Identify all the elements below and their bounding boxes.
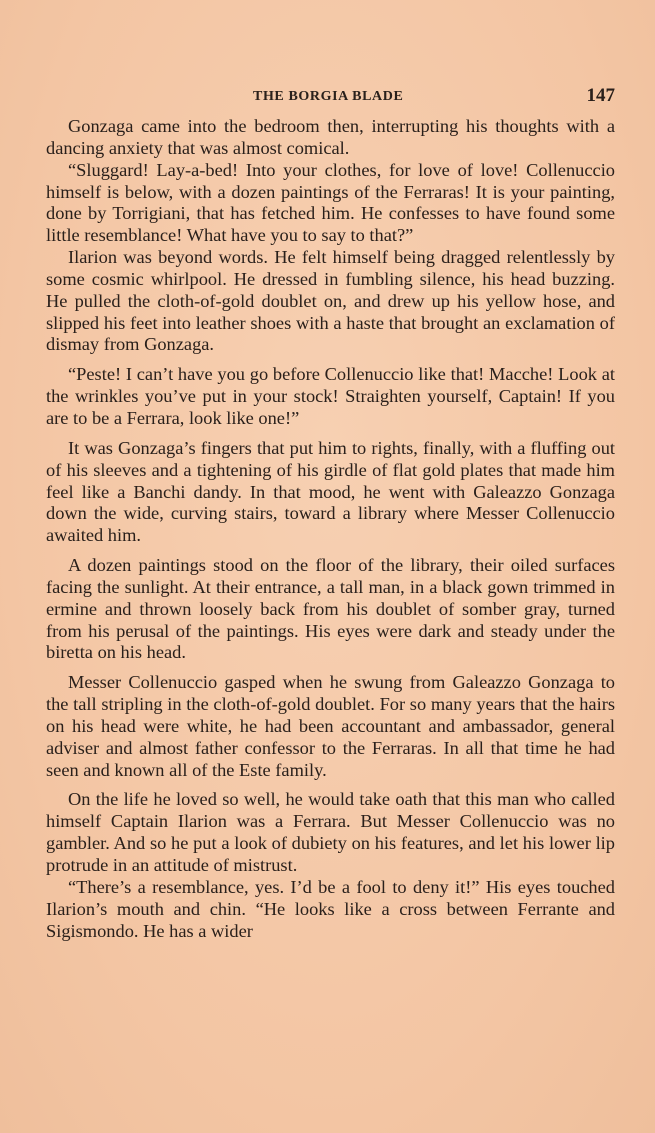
paragraph: Messer Collenuccio gasped when he swung from Galeazzo Gonzaga to the tall stripling in the cloth-of-gold doublet. For so many years that the hairs on his head were white, he had been accountant and ambassador, general adviser and almost father confessor to the Ferraras. In all that time he had seen and known all of the Este family. bbox=[46, 672, 615, 780]
paragraph: It was Gonzaga’s fingers that put him to rights, finally, with a fluffing out of his sleeves and a tightening of his girdle of flat gold plates that made him feel like a Banchi dandy. In that mood, he went with Galeazzo Gonzaga down the wide, curving stairs, toward a library where Messer Collenuccio awaited him. bbox=[46, 437, 615, 546]
paragraph: “Peste! I can’t have you go before Collenuccio like that! Macche! Look at the wrinkles you’ve put in your stock! Straighten yourself, Captain! If you are to be a Ferrara, look like one!” bbox=[46, 364, 615, 428]
paragraph: Ilarion was beyond words. He felt himself being dragged relentlessly by some cosmic whirlpool. He dressed in fumbling silence, his head buzzing. He pulled the cloth-of-gold doublet on, and drew up his yellow hose, and slipped his feet into leather shoes with a haste that brought an exclamation of dismay from Gonzaga. bbox=[46, 247, 615, 355]
paragraph: On the life he loved so well, he would take oath that this man who called himself Captain Ilarion was a Ferrara. But Messer Collenuccio was no gambler. And so he put a look of dubiety on his features, and let his lower lip protrude in an attitude of mistrust. bbox=[46, 789, 615, 875]
paragraph: A dozen paintings stood on the floor of the library, their oiled surfaces facing the sunlight. At their entrance, a tall man, in a black gown trimmed in ermine and thrown loosely back from his doublet of somber gray, turned from his perusal of the paintings. His eyes were dark and steady under the biretta on his head. bbox=[46, 555, 615, 663]
page-number: 147 bbox=[586, 85, 615, 106]
paragraph: Gonzaga came into the bedroom then, interrupting his thoughts with a dancing anxiety that was almost comical. bbox=[46, 116, 615, 158]
running-head: THE BORGIA BLADE bbox=[253, 89, 404, 104]
page-header bbox=[48, 85, 615, 115]
paragraph: “Sluggard! Lay-a-bed! Into your clothes, for love of love! Collenuccio himself is below, with a dozen paintings of the Ferraras! It is your painting, done by Torrigiani, that has fetched him. He confesses to have found some little resemblance! What have you to say to that?” bbox=[46, 159, 615, 246]
body-text bbox=[46, 116, 615, 942]
paragraph: “There’s a resemblance, yes. I’d be a fool to deny it!” His eyes touched Ilarion’s mouth and chin. “He looks like a cross between Ferrante and Sigismondo. He has a wider bbox=[46, 876, 615, 941]
